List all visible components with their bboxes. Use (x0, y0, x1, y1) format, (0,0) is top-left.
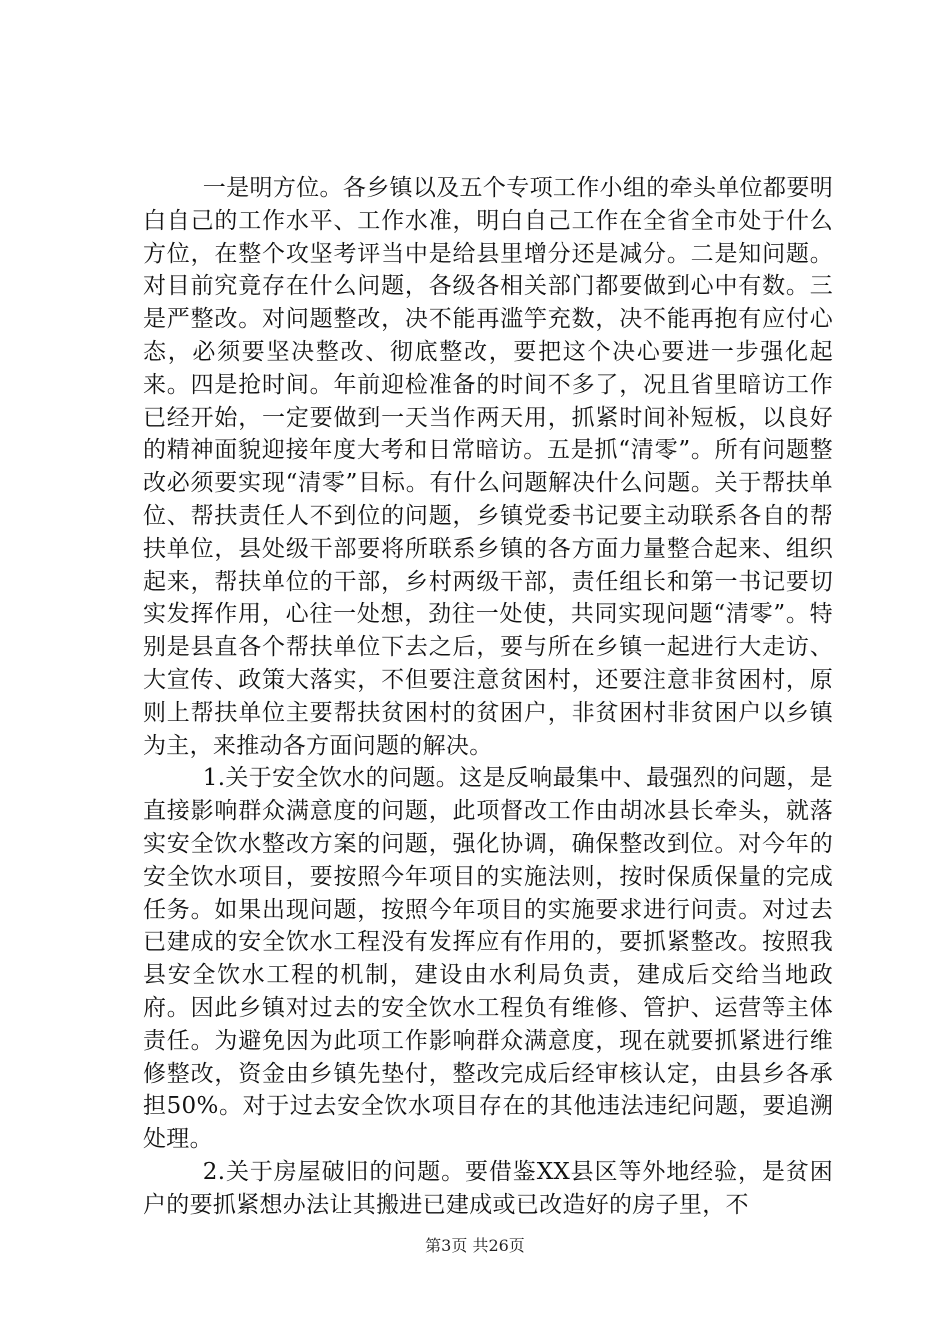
paragraph-2: 1.关于安全饮水的问题。这是反响最集中、最强烈的问题，是直接影响群众满意度的问题，此项督改工作由胡冰县长牵头，就落实安全饮水整改方案的问题，强化协调，确保整改到位。对今年的安全饮水项目，要按照今年项目的实施法则，按时保质保量的完成任务。如果出现问题，按照今年项目的实施要求进行问责。对过去已建成的安全饮水工程没有发挥应有作用的，要抓紧整改。按照我县安全饮水工程的机制，建设由水利局负责，建成后交给当地政府。因此乡镇对过去的安全饮水工程负有维修、管护、运营等主体责任。为避免因为此项工作影响群众满意度，现在就要抓紧进行维修整改，资金由乡镇先垫付，整改完成后经审核认定，由县乡各承担50%。对于过去安全饮水项目存在的其他违法违纪问题，要追溯处理。 (143, 765, 833, 1153)
page-number-footer: 第3页 共26页 (425, 1236, 525, 1255)
paragraph-1: 一是明方位。各乡镇以及五个专项工作小组的牵头单位都要明白自己的工作水平、工作水准，明白自己工作在全省全市处于什么方位，在整个攻坚考评当中是给县里增分还是减分。二是知问题。对目前究竟存在什么问题，各级各相关部门都要做到心中有数。三是严整改。对问题整改，决不能再滥竽充数，决不能再抱有应付心态，必须要坚决整改、彻底整改，要把这个决心要进一步强化起来。四是抢时间。年前迎检准备的时间不多了，况且省里暗访工作已经开始，一定要做到一天当作两天用，抓紧时间补短板，以良好的精神面貌迎接年度大考和日常暗访。五是抓“清零”。所有问题整改必须要实现“清零”目标。有什么问题解决什么问题。关于帮扶单位、帮扶责任人不到位的问题，乡镇党委书记要主动联系各自的帮扶单位，县处级干部要将所联系乡镇的各方面力量整合起来、组织起来，帮扶单位的干部，乡村两级干部，责任组长和第一书记要切实发挥作用，心往一处想，劲往一处使，共同实现问题“清零”。特别是县直各个帮扶单位下去之后，要与所在乡镇一起进行大走访、大宣传、政策大落实，不但要注意贫困村，还要注意非贫困村，原则上帮扶单位主要帮扶贫困村的贫困户，非贫困村非贫困户以乡镇为主，来推动各方面问题的解决。 (143, 175, 833, 759)
document-body (143, 172, 833, 1222)
paragraph-3: 2.关于房屋破旧的问题。要借鉴XX县区等外地经验，是贫困户的要抓紧想办法让其搬进已建成或已改造好的房子里，不 (143, 1158, 833, 1218)
